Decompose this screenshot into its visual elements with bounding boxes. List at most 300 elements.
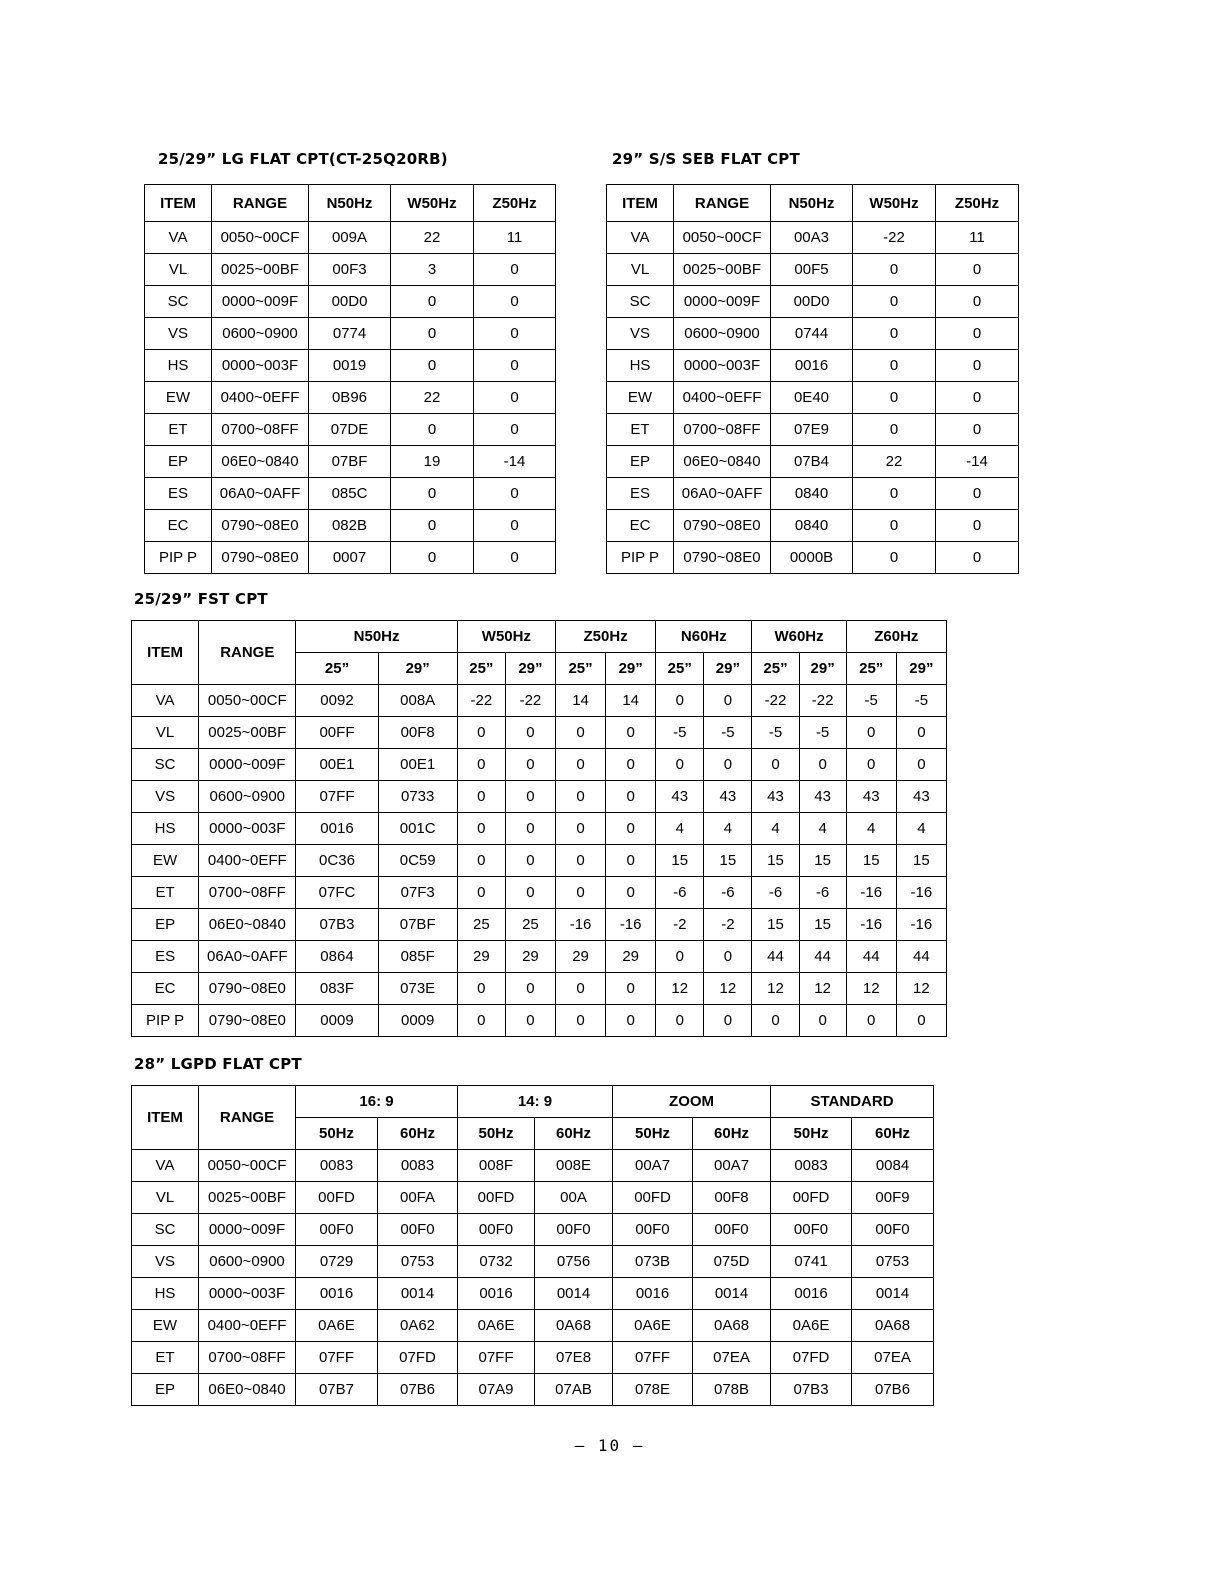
- value-cell: 0016: [771, 1278, 852, 1310]
- value-cell: 00A3: [771, 222, 853, 254]
- item-cell: VS: [132, 781, 199, 813]
- value-cell: 0: [505, 717, 555, 749]
- value-cell: 11: [474, 222, 556, 254]
- range-cell: 06A0~0AFF: [674, 478, 771, 510]
- table-row: [145, 254, 556, 286]
- table2-title: 29” S/S SEB FLAT CPT: [612, 150, 800, 168]
- value-cell: 0: [936, 542, 1019, 574]
- value-cell: 0: [457, 877, 505, 909]
- table-row: [145, 446, 556, 478]
- value-cell: 073E: [378, 973, 457, 1005]
- item-cell: EP: [145, 446, 212, 478]
- value-cell: -5: [752, 717, 799, 749]
- table-row: [145, 318, 556, 350]
- range-cell: 0000~003F: [199, 1278, 296, 1310]
- value-cell: 0: [853, 478, 936, 510]
- value-cell: 00F0: [613, 1214, 693, 1246]
- value-cell: 0: [704, 685, 752, 717]
- subheader-cell: 29”: [505, 653, 555, 685]
- value-cell: 078B: [693, 1374, 771, 1406]
- item-cell: VA: [132, 685, 199, 717]
- value-cell: -5: [846, 685, 896, 717]
- table-row: [607, 254, 1019, 286]
- table-row: [132, 1182, 934, 1214]
- value-cell: -6: [752, 877, 799, 909]
- value-cell: -14: [474, 446, 556, 478]
- value-cell: 0: [474, 542, 556, 574]
- value-cell: 0: [457, 717, 505, 749]
- item-cell: EC: [145, 510, 212, 542]
- item-cell: VL: [145, 254, 212, 286]
- table-row: [132, 973, 947, 1005]
- range-cell: 0000~009F: [199, 749, 296, 781]
- value-cell: 0840: [771, 478, 853, 510]
- value-cell: 00F0: [693, 1214, 771, 1246]
- value-cell: 0: [505, 813, 555, 845]
- table1: [144, 184, 556, 574]
- table-row: [145, 286, 556, 318]
- value-cell: 0: [704, 749, 752, 781]
- value-cell: 0014: [535, 1278, 613, 1310]
- value-cell: 14: [556, 685, 606, 717]
- table-row: [132, 845, 947, 877]
- value-cell: 07E8: [535, 1342, 613, 1374]
- subheader-cell: 50Hz: [771, 1118, 852, 1150]
- range-cell: 0000~009F: [674, 286, 771, 318]
- group-header-cell: W50Hz: [457, 621, 555, 653]
- item-cell: ET: [607, 414, 674, 446]
- table-row: [607, 542, 1019, 574]
- value-cell: 0016: [771, 350, 853, 382]
- item-cell: PIP P: [607, 542, 674, 574]
- value-cell: 07B3: [771, 1374, 852, 1406]
- header-cell: N50Hz: [309, 185, 391, 222]
- value-cell: 00A7: [693, 1150, 771, 1182]
- value-cell: 0: [556, 973, 606, 1005]
- value-cell: 07FC: [296, 877, 378, 909]
- item-cell: EC: [607, 510, 674, 542]
- table-row: [132, 1214, 934, 1246]
- value-cell: -22: [457, 685, 505, 717]
- header-cell: ITEM: [145, 185, 212, 222]
- table4-title: 28” LGPD FLAT CPT: [134, 1055, 302, 1073]
- value-cell: 0: [391, 350, 474, 382]
- range-cell: 0400~0EFF: [212, 382, 309, 414]
- value-cell: 00FD: [458, 1182, 535, 1214]
- value-cell: 00F8: [378, 717, 457, 749]
- range-cell: 0400~0EFF: [199, 845, 296, 877]
- value-cell: 0084: [852, 1150, 934, 1182]
- subheader-cell: 29”: [799, 653, 846, 685]
- header-cell: Z50Hz: [474, 185, 556, 222]
- table-row: [132, 1150, 934, 1182]
- table-row: [145, 510, 556, 542]
- item-cell: PIP P: [145, 542, 212, 574]
- table-row: [132, 717, 947, 749]
- value-cell: 0: [656, 941, 704, 973]
- table-header-row: [607, 185, 1019, 222]
- group-header-cell: Z50Hz: [556, 621, 656, 653]
- item-cell: EP: [607, 446, 674, 478]
- table-row: [607, 318, 1019, 350]
- value-cell: 0729: [296, 1246, 378, 1278]
- value-cell: 00F5: [771, 254, 853, 286]
- value-cell: 083F: [296, 973, 378, 1005]
- range-cell: 0600~0900: [674, 318, 771, 350]
- item-cell: ET: [145, 414, 212, 446]
- value-cell: 00FF: [296, 717, 378, 749]
- range-cell: 0000~003F: [674, 350, 771, 382]
- table-row: [132, 1278, 934, 1310]
- value-cell: 4: [704, 813, 752, 845]
- value-cell: 29: [505, 941, 555, 973]
- range-cell: 0700~08FF: [212, 414, 309, 446]
- value-cell: 0: [606, 1005, 656, 1037]
- value-cell: 0: [391, 510, 474, 542]
- value-cell: 0: [846, 1005, 896, 1037]
- value-cell: 0: [505, 845, 555, 877]
- table-row: [607, 382, 1019, 414]
- value-cell: 0: [556, 781, 606, 813]
- value-cell: -22: [799, 685, 846, 717]
- value-cell: 0A68: [852, 1310, 934, 1342]
- value-cell: 43: [846, 781, 896, 813]
- value-cell: 0: [474, 318, 556, 350]
- subheader-cell: 60Hz: [378, 1118, 458, 1150]
- value-cell: 0: [474, 510, 556, 542]
- range-cell: 06E0~0840: [199, 909, 296, 941]
- value-cell: 0: [505, 877, 555, 909]
- value-cell: 12: [846, 973, 896, 1005]
- value-cell: 0: [606, 813, 656, 845]
- range-cell: 0700~08FF: [674, 414, 771, 446]
- item-cell: PIP P: [132, 1005, 199, 1037]
- value-cell: 0: [936, 350, 1019, 382]
- value-cell: 07AB: [535, 1374, 613, 1406]
- group-header-cell: 14: 9: [458, 1086, 613, 1118]
- item-cell: SC: [607, 286, 674, 318]
- value-cell: 00FD: [771, 1182, 852, 1214]
- item-cell: HS: [607, 350, 674, 382]
- subheader-cell: 50Hz: [613, 1118, 693, 1150]
- group-header-cell: N60Hz: [656, 621, 752, 653]
- value-cell: 4: [896, 813, 946, 845]
- item-cell: EP: [132, 909, 199, 941]
- table-row: [607, 510, 1019, 542]
- range-cell: 0700~08FF: [199, 1342, 296, 1374]
- table-row: [132, 941, 947, 973]
- item-cell: ES: [145, 478, 212, 510]
- range-cell: 06A0~0AFF: [212, 478, 309, 510]
- subheader-cell: 25”: [846, 653, 896, 685]
- value-cell: 07FD: [378, 1342, 458, 1374]
- value-cell: 0: [656, 749, 704, 781]
- value-cell: 0744: [771, 318, 853, 350]
- value-cell: 44: [896, 941, 946, 973]
- value-cell: 0: [606, 877, 656, 909]
- value-cell: 07A9: [458, 1374, 535, 1406]
- value-cell: 0016: [296, 813, 378, 845]
- value-cell: 12: [799, 973, 846, 1005]
- value-cell: 0: [556, 813, 606, 845]
- subheader-cell: 29”: [896, 653, 946, 685]
- value-cell: 0: [799, 749, 846, 781]
- header-cell: ITEM: [132, 621, 199, 685]
- value-cell: 0840: [771, 510, 853, 542]
- value-cell: 0: [896, 749, 946, 781]
- value-cell: 0: [896, 1005, 946, 1037]
- value-cell: 4: [752, 813, 799, 845]
- value-cell: 00F0: [535, 1214, 613, 1246]
- range-cell: 0790~08E0: [674, 510, 771, 542]
- value-cell: 0014: [693, 1278, 771, 1310]
- value-cell: 00D0: [309, 286, 391, 318]
- item-cell: ES: [607, 478, 674, 510]
- range-cell: 0600~0900: [199, 781, 296, 813]
- table-row: [132, 1246, 934, 1278]
- value-cell: 0774: [309, 318, 391, 350]
- table-row: [132, 1005, 947, 1037]
- value-cell: 0: [474, 382, 556, 414]
- value-cell: 0009: [296, 1005, 378, 1037]
- value-cell: 4: [656, 813, 704, 845]
- value-cell: 0: [391, 414, 474, 446]
- value-cell: 008A: [378, 685, 457, 717]
- item-cell: EW: [145, 382, 212, 414]
- value-cell: 0: [391, 286, 474, 318]
- item-cell: EW: [607, 382, 674, 414]
- value-cell: 29: [606, 941, 656, 973]
- value-cell: 43: [896, 781, 946, 813]
- table-row: [607, 414, 1019, 446]
- value-cell: 0732: [458, 1246, 535, 1278]
- value-cell: 085C: [309, 478, 391, 510]
- value-cell: 0: [853, 414, 936, 446]
- value-cell: 0: [606, 717, 656, 749]
- value-cell: 0: [505, 749, 555, 781]
- value-cell: 0753: [378, 1246, 458, 1278]
- value-cell: -16: [846, 909, 896, 941]
- value-cell: 0: [704, 1005, 752, 1037]
- range-cell: 0025~00BF: [674, 254, 771, 286]
- value-cell: -14: [936, 446, 1019, 478]
- value-cell: 0016: [296, 1278, 378, 1310]
- value-cell: 07FF: [613, 1342, 693, 1374]
- value-cell: 0: [936, 318, 1019, 350]
- value-cell: 0: [853, 350, 936, 382]
- value-cell: 0: [936, 510, 1019, 542]
- range-cell: 06E0~0840: [674, 446, 771, 478]
- value-cell: 15: [656, 845, 704, 877]
- header-cell: RANGE: [199, 1086, 296, 1150]
- group-header-cell: ZOOM: [613, 1086, 771, 1118]
- value-cell: 001C: [378, 813, 457, 845]
- subheader-cell: 25”: [556, 653, 606, 685]
- value-cell: 07B4: [771, 446, 853, 478]
- range-cell: 06A0~0AFF: [199, 941, 296, 973]
- range-cell: 06E0~0840: [212, 446, 309, 478]
- table-row: [132, 1374, 934, 1406]
- value-cell: 0: [936, 414, 1019, 446]
- item-cell: VA: [132, 1150, 199, 1182]
- value-cell: 0000B: [771, 542, 853, 574]
- value-cell: 07FD: [771, 1342, 852, 1374]
- value-cell: -5: [656, 717, 704, 749]
- table-row: [145, 414, 556, 446]
- table-row: [132, 813, 947, 845]
- range-cell: 0050~00CF: [199, 1150, 296, 1182]
- value-cell: 00D0: [771, 286, 853, 318]
- value-cell: 07FF: [296, 1342, 378, 1374]
- value-cell: 085F: [378, 941, 457, 973]
- value-cell: 008E: [535, 1150, 613, 1182]
- range-cell: 0000~009F: [199, 1214, 296, 1246]
- value-cell: 0A6E: [771, 1310, 852, 1342]
- value-cell: -16: [556, 909, 606, 941]
- item-cell: SC: [145, 286, 212, 318]
- table-row: [145, 478, 556, 510]
- value-cell: 00FD: [613, 1182, 693, 1214]
- table-row: [132, 877, 947, 909]
- value-cell: 0: [853, 382, 936, 414]
- value-cell: 15: [752, 909, 799, 941]
- value-cell: 0: [846, 749, 896, 781]
- item-cell: ET: [132, 877, 199, 909]
- value-cell: 0: [556, 749, 606, 781]
- value-cell: 07BF: [378, 909, 457, 941]
- range-cell: 0790~08E0: [199, 973, 296, 1005]
- value-cell: 00F0: [296, 1214, 378, 1246]
- value-cell: -16: [606, 909, 656, 941]
- value-cell: 0A68: [535, 1310, 613, 1342]
- value-cell: 0A6E: [296, 1310, 378, 1342]
- value-cell: 0016: [613, 1278, 693, 1310]
- table-row: [145, 222, 556, 254]
- item-cell: SC: [132, 1214, 199, 1246]
- value-cell: 0E40: [771, 382, 853, 414]
- value-cell: 0019: [309, 350, 391, 382]
- range-cell: 0600~0900: [199, 1246, 296, 1278]
- value-cell: 0A68: [693, 1310, 771, 1342]
- item-cell: VL: [132, 717, 199, 749]
- item-cell: EC: [132, 973, 199, 1005]
- value-cell: 07F3: [378, 877, 457, 909]
- value-cell: 29: [556, 941, 606, 973]
- value-cell: 00F3: [309, 254, 391, 286]
- value-cell: 0: [936, 478, 1019, 510]
- value-cell: 07E9: [771, 414, 853, 446]
- value-cell: 29: [457, 941, 505, 973]
- table-row: [607, 446, 1019, 478]
- value-cell: 22: [391, 382, 474, 414]
- subheader-cell: 25”: [656, 653, 704, 685]
- value-cell: 0: [391, 478, 474, 510]
- value-cell: -6: [799, 877, 846, 909]
- value-cell: 0: [656, 685, 704, 717]
- header-cell: RANGE: [674, 185, 771, 222]
- value-cell: 0: [853, 318, 936, 350]
- value-cell: 00E1: [296, 749, 378, 781]
- range-cell: 0700~08FF: [199, 877, 296, 909]
- value-cell: 07EA: [852, 1342, 934, 1374]
- value-cell: 0: [556, 845, 606, 877]
- value-cell: 078E: [613, 1374, 693, 1406]
- value-cell: 0: [606, 973, 656, 1005]
- range-cell: 0000~003F: [212, 350, 309, 382]
- value-cell: 0: [556, 877, 606, 909]
- range-cell: 0600~0900: [212, 318, 309, 350]
- value-cell: -22: [853, 222, 936, 254]
- value-cell: 0: [457, 845, 505, 877]
- value-cell: 0007: [309, 542, 391, 574]
- value-cell: 4: [846, 813, 896, 845]
- value-cell: 0: [846, 717, 896, 749]
- header-cell: Z50Hz: [936, 185, 1019, 222]
- value-cell: 0C59: [378, 845, 457, 877]
- table1-title: 25/29” LG FLAT CPT(CT-25Q20RB): [158, 150, 448, 168]
- value-cell: 22: [391, 222, 474, 254]
- header-cell: W50Hz: [853, 185, 936, 222]
- value-cell: 00F9: [852, 1182, 934, 1214]
- item-cell: EW: [132, 1310, 199, 1342]
- group-header-cell: W60Hz: [752, 621, 846, 653]
- value-cell: 00F0: [771, 1214, 852, 1246]
- value-cell: 0: [556, 1005, 606, 1037]
- value-cell: 073B: [613, 1246, 693, 1278]
- range-cell: 0050~00CF: [674, 222, 771, 254]
- value-cell: 43: [656, 781, 704, 813]
- item-cell: VA: [145, 222, 212, 254]
- value-cell: 0756: [535, 1246, 613, 1278]
- value-cell: -5: [896, 685, 946, 717]
- value-cell: 0: [391, 318, 474, 350]
- range-cell: 0050~00CF: [199, 685, 296, 717]
- range-cell: 0050~00CF: [212, 222, 309, 254]
- value-cell: 0: [474, 414, 556, 446]
- subheader-cell: 60Hz: [693, 1118, 771, 1150]
- value-cell: 0: [474, 286, 556, 318]
- value-cell: -16: [896, 909, 946, 941]
- value-cell: 0: [853, 254, 936, 286]
- value-cell: -2: [656, 909, 704, 941]
- table-row: [132, 1342, 934, 1374]
- header-cell: ITEM: [132, 1086, 199, 1150]
- value-cell: 0741: [771, 1246, 852, 1278]
- table-row: [607, 222, 1019, 254]
- value-cell: 00F0: [852, 1214, 934, 1246]
- table3-title: 25/29” FST CPT: [134, 590, 268, 608]
- range-cell: 0790~08E0: [212, 510, 309, 542]
- table-header-row: [145, 185, 556, 222]
- value-cell: 00FA: [378, 1182, 458, 1214]
- subheader-cell: 29”: [606, 653, 656, 685]
- group-header-cell: Z60Hz: [846, 621, 946, 653]
- value-cell: 0083: [771, 1150, 852, 1182]
- value-cell: 3: [391, 254, 474, 286]
- table-group-header-row: [132, 1086, 934, 1118]
- header-cell: N50Hz: [771, 185, 853, 222]
- value-cell: 22: [853, 446, 936, 478]
- value-cell: 07B7: [296, 1374, 378, 1406]
- value-cell: 0: [474, 478, 556, 510]
- value-cell: 0083: [296, 1150, 378, 1182]
- range-cell: 0790~08E0: [199, 1005, 296, 1037]
- header-cell: RANGE: [199, 621, 296, 685]
- value-cell: 44: [846, 941, 896, 973]
- value-cell: 082B: [309, 510, 391, 542]
- item-cell: EP: [132, 1374, 199, 1406]
- table-row: [132, 909, 947, 941]
